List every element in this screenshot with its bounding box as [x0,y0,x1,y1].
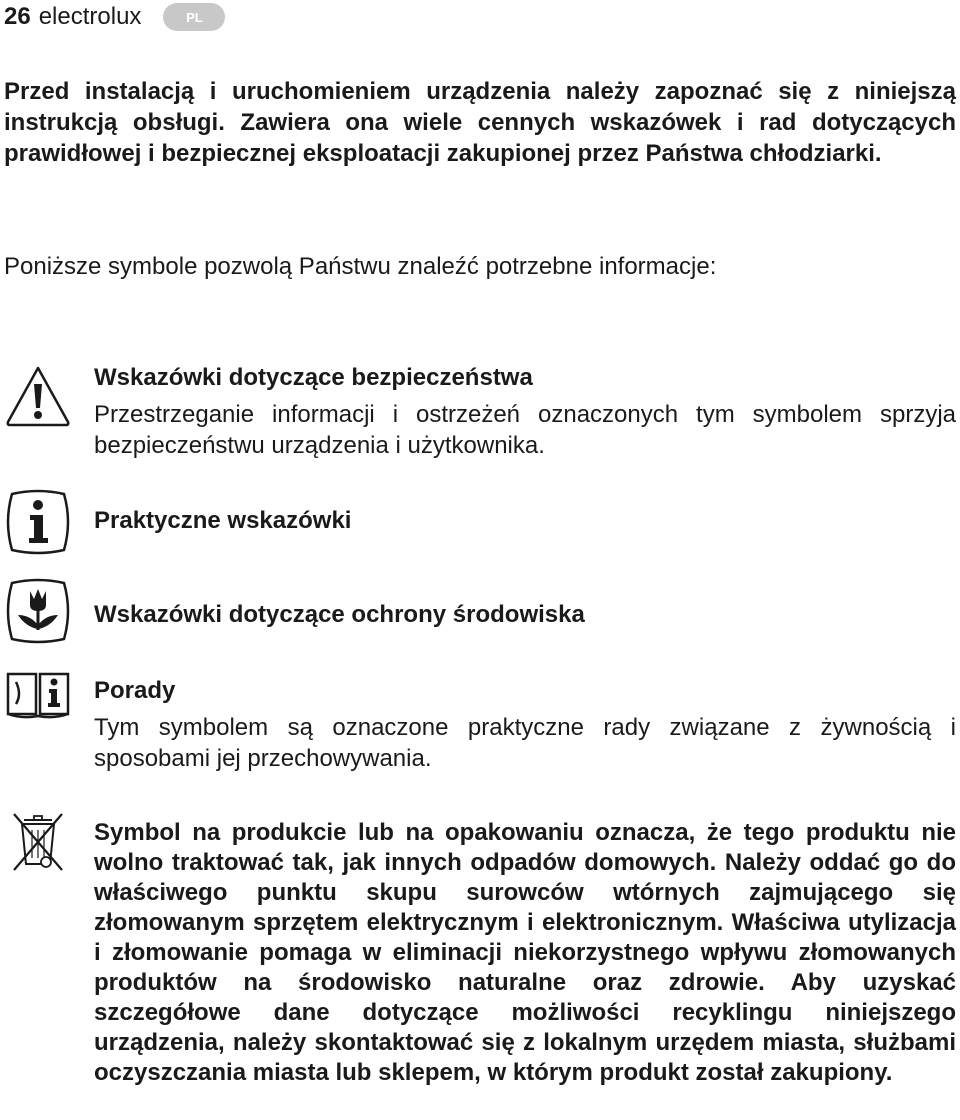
safety-text: Przestrzeganie informacji i ostrzeżeń oznaczonych tym symbolem sprzyja bezpieczeństwu urządzenia i użytkownika. [94,401,956,459]
brand-name: electrolux [38,3,142,30]
safety-section [94,362,956,461]
warning-triangle-icon [4,362,72,430]
weee-text: Symbol na produkcie lub na opakowaniu oznacza, że tego produktu nie wolno traktować tak, jak innych odpadów domowych. Należy oddać go do właściwego punktu skupu surowców wtórnych zajmującego się złomowanym sprzętem elektrycznym i elektronicznym. Właściwa utylizacja i złomowanie pomaga w eliminacji niekorzystnego wpływu złomowanych produktów na środowisko naturalne oraz zdrowie. Aby uzyskać szczegółowe dane dotyczące możliwości recyklingu niniejszego urządzenia, należy skontaktować się z lokalnym urzędem miasta, służbami oczyszczania miasta lub sklepem, w którym produkt został zakupiony. [94,819,956,1086]
language-badge: PL [163,3,225,31]
environment-title: Wskazówki dotyczące ochrony środowiska [94,601,585,628]
tips-text: Tym symbolem są oznaczone praktyczne rady związane z żywnością i sposobami jej przechowywania. [94,714,956,772]
symbols-lead-text: Poniższe symbole pozwolą Państwu znaleźć potrzebne informacje: [4,253,717,280]
tips-title: Porady [94,677,176,704]
page-header [4,0,225,34]
info-icon [4,488,72,556]
practical-title: Praktyczne wskazówki [94,507,352,534]
safety-title: Wskazówki dotyczące bezpieczeństwa [94,364,533,391]
environment-flower-icon [4,577,72,645]
environment-section [94,599,956,630]
page-number: 26 [4,3,31,30]
intro-paragraph: Przed instalacją i uruchomieniem urządzenia należy zapoznać się z niniejszą instrukcją obsługi. Zawiera ona wiele cennych wskazówek i rad dotyczących prawidłowej i bezpiecznej eksploatacji zakupionej przez Państwa chłodziarki. [4,78,956,167]
book-info-icon [4,670,72,720]
tips-section [94,675,956,774]
weee-section [94,818,956,1088]
crossed-out-bin-icon [10,810,66,874]
practical-section [94,505,956,536]
